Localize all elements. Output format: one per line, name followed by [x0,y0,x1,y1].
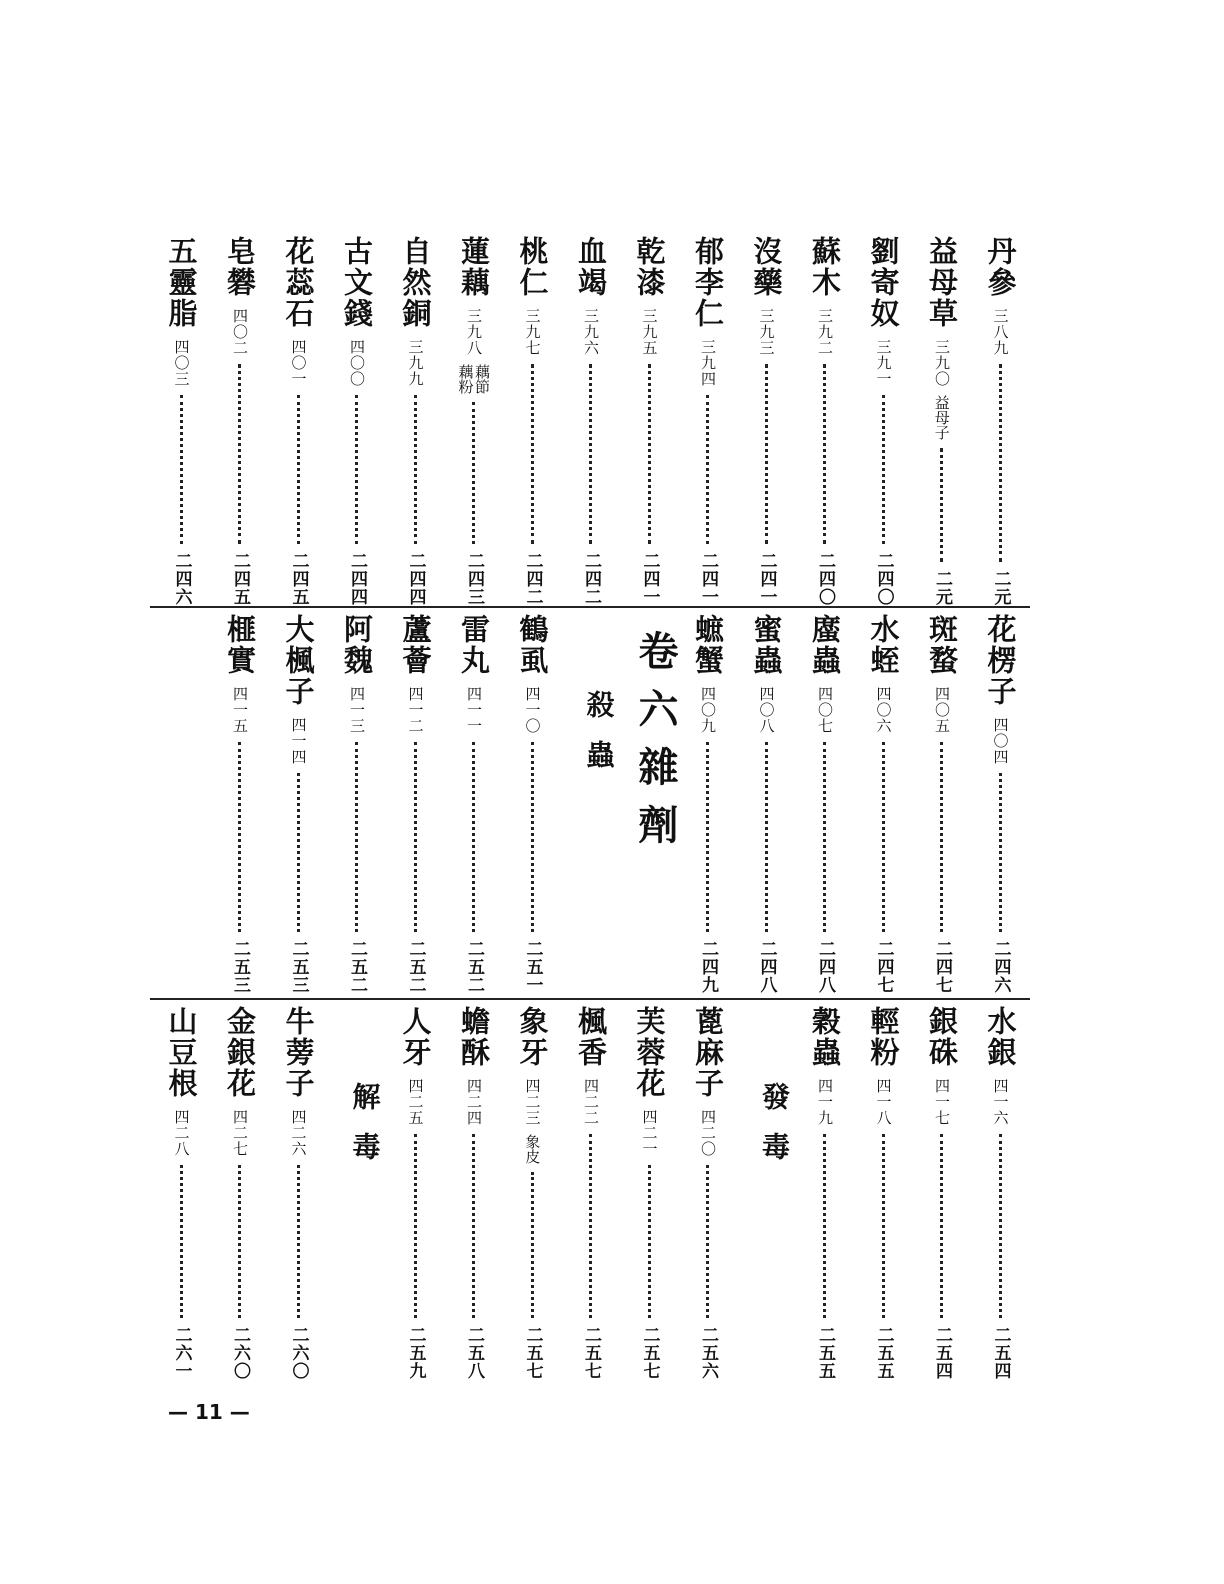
toc-entry [393,614,437,994]
toc-entry [159,236,203,606]
entry-name: 穀蟲 [808,1006,842,1068]
dot-leader [180,395,183,544]
entry-name: 蘆薈 [398,614,433,676]
dot-leader [355,742,358,932]
entry-number: 四〇〇 [348,339,366,387]
toc-entry [218,236,262,606]
entry-number: 四二八 [172,1109,191,1157]
entry-name: 輕粉 [866,1006,901,1068]
entry-name: 牛蒡子 [281,1006,316,1099]
entry-number: 四一八 [874,1078,893,1126]
toc-entry [920,614,964,994]
entry-number: 四〇一 [289,339,308,387]
entry-note: 象皮 [523,1134,542,1164]
entry-name: 沒藥 [749,236,784,298]
dot-leader [531,364,534,544]
toc-entry [452,614,496,994]
entry-name: 大楓子 [281,614,316,707]
toc-entry [920,1006,964,1380]
entry-page: 二四三 [464,552,484,606]
toc-entry [393,1006,437,1380]
dot-leader [765,742,768,932]
entry-name: 斑蝥 [925,614,959,676]
entry-number: 四〇二 [231,308,249,356]
entry-number: 三九五 [640,308,659,356]
toc-entry [276,614,320,994]
entry-page: 二五三 [230,940,250,994]
toc-band-1 [148,236,1038,606]
dot-leader [940,1134,943,1318]
entry-number: 四〇六 [874,686,893,734]
dot-leader [999,1134,1002,1318]
entry-name: 郁李仁 [691,236,725,329]
toc-band-2 [148,614,1038,994]
entry-number: 四〇四 [991,717,1010,765]
entry-name: 雷丸 [457,614,491,676]
entry-page: 二四四 [405,552,426,606]
toc-entry [686,1006,730,1380]
entry-number: 四二〇 [699,1109,717,1157]
entry-page: 二四七 [932,940,952,994]
dot-leader [180,1165,183,1318]
entry-number: 四二三 [523,1078,542,1126]
toc-entry [861,614,905,994]
entry-page: 二五二 [347,940,367,994]
entry-note: 益母子 [932,395,951,440]
entry-name: 金銀花 [223,1006,257,1099]
entry-number: 四一七 [933,1078,951,1126]
entry-number: 四二一 [640,1109,659,1157]
entry-number: 四一六 [991,1078,1010,1126]
entry-number: 四一一 [465,686,483,734]
entry-page: 二四八 [815,940,835,994]
entry-number: 四二二 [582,1078,600,1126]
entry-number: 四二七 [231,1109,249,1157]
toc-entry [218,614,262,994]
entry-number: 四二六 [289,1109,308,1157]
toc-entry [978,1006,1022,1380]
dot-leader [472,402,475,544]
entry-number: 四一二 [406,686,425,734]
entry-page: 二元 [932,570,952,606]
entry-name: 蟅蟹 [691,614,725,676]
dot-leader [472,1134,475,1318]
band-divider [150,998,1030,1000]
entry-name: 乾漆 [632,236,667,298]
toc-entry [510,1006,554,1380]
dot-leader [238,364,241,544]
entry-page: 二四〇 [815,552,835,606]
entry-name: 丹參 [983,236,1018,298]
entry-name: 人牙 [398,1006,433,1068]
entry-number: 三九〇 [933,339,951,387]
entry-page: 二四一 [698,552,718,606]
entry-page: 二五七 [639,1326,660,1380]
entry-number: 三九九 [406,339,425,387]
toc-entry [276,1006,320,1380]
entry-number: 三九六 [582,308,600,356]
entry-name: 芙蓉花 [632,1006,667,1099]
toc-entry [744,614,788,994]
entry-name: 古文錢 [340,236,374,329]
band-divider [150,606,1030,608]
entry-number: 四二四 [465,1078,483,1126]
entry-page: 二五八 [464,1326,484,1380]
toc-entry [978,614,1022,994]
toc-entry [861,1006,905,1380]
entry-name: 銀硃 [925,1006,959,1068]
dot-leader [531,1172,534,1318]
entry-number: 三九二 [816,308,834,356]
toc-entry [510,236,554,606]
dot-leader [472,742,475,932]
entry-name: 榧實 [223,614,257,676]
entry-name: 蓮藕 [457,236,491,298]
entry-page: 二五九 [405,1326,426,1380]
entry-number: 三八九 [991,308,1010,356]
toc-entry [569,236,613,606]
entry-number: 三九一 [874,339,893,387]
toc-entry [803,1006,847,1380]
dot-leader [882,1134,885,1318]
entry-number: 三九四 [699,339,717,387]
toc-entry [744,236,788,606]
entry-page: 二五二 [405,940,426,994]
dot-leader [414,395,417,544]
entry-page: 二四一 [639,552,660,606]
section-heading: 發毒 [758,1082,791,1182]
dot-leader [882,395,885,544]
entry-number: 四〇五 [933,686,951,734]
dot-leader [823,742,826,932]
dot-leader [706,742,709,932]
entry-number: 三九七 [523,308,542,356]
entry-page: 二五五 [873,1326,894,1380]
entry-name: 蜜蟲 [749,614,784,676]
toc-entry [861,236,905,606]
entry-page: 二四二 [581,552,601,606]
entry-number: 四〇七 [816,686,834,734]
dot-leader [297,1165,300,1318]
entry-name: 花蕊石 [281,236,316,329]
entry-name: 劉寄奴 [866,236,901,329]
entry-name: 楓香 [574,1006,608,1068]
entry-name: 鶴虱 [515,614,550,676]
dot-leader [589,364,592,544]
entry-number: 四〇八 [757,686,776,734]
dot-leader [999,364,1002,562]
toc-entry [452,236,496,606]
entry-page: 二五二 [464,940,484,994]
entry-page: 二六〇 [288,1326,309,1380]
dot-leader [648,1165,651,1318]
toc-band-3 [148,1006,1038,1380]
toc-entry [627,1006,671,1380]
toc-entry [510,614,554,994]
dot-leader [414,1134,417,1318]
entry-name: 桃仁 [515,236,550,298]
entry-note: 藕節 藕粉 [456,364,491,394]
page-number: — 11 — [168,1400,250,1424]
entry-number: 四一四 [289,717,308,765]
entry-page: 二四八 [756,940,777,994]
entry-number: 三九八 [465,308,483,356]
toc-entry [978,236,1022,606]
dot-leader [940,448,943,562]
entry-number: 四〇九 [699,686,717,734]
toc-entry [920,236,964,606]
entry-name: 阿魏 [340,614,374,676]
dot-leader [706,395,709,544]
dot-leader [999,773,1002,932]
entry-page: 二六一 [171,1326,192,1380]
dot-leader [823,364,826,544]
entry-number: 四一五 [231,686,249,734]
toc-entry [803,236,847,606]
entry-page: 二四五 [288,552,309,606]
entry-name: 益母草 [925,236,959,329]
entry-number: 四一三 [348,686,366,734]
entry-name: 血竭 [574,236,608,298]
dot-leader [706,1165,709,1318]
entry-number: 四二五 [406,1078,425,1126]
volume-heading: 卷六雜劑 [632,630,679,862]
toc-entry [569,1006,613,1380]
toc-entry [452,1006,496,1380]
entry-name: 象牙 [515,1006,550,1068]
entry-page: 二四〇 [873,552,894,606]
entry-name: 䗪蟲 [808,614,842,676]
entry-page: 二四五 [230,552,250,606]
dot-leader [940,742,943,932]
entry-name: 蘇木 [808,236,842,298]
toc-entry [393,236,437,606]
dot-leader [238,742,241,932]
dot-leader [823,1134,826,1318]
toc-entry [159,1006,203,1380]
toc-entry [627,236,671,606]
entry-name: 山豆根 [164,1006,199,1099]
dot-leader [882,742,885,932]
dot-leader [414,742,417,932]
toc-entry [686,236,730,606]
dot-leader [648,364,651,544]
toc-entry [218,1006,262,1380]
entry-page: 二四四 [347,552,367,606]
toc-entry [335,236,379,606]
entry-page: 二五七 [522,1326,543,1380]
entry-page: 二五一 [522,940,543,994]
entry-page: 二四九 [698,940,718,994]
entry-page: 二五三 [288,940,309,994]
dot-leader [355,395,358,544]
entry-page: 二四一 [756,552,777,606]
entry-number: 四〇三 [172,339,191,387]
entry-number: 三九三 [757,308,776,356]
entry-page: 二五四 [932,1326,952,1380]
entry-page: 二五四 [990,1326,1011,1380]
entry-number: 四一〇 [523,686,542,734]
entry-name: 皂礬 [223,236,257,298]
entry-name: 五靈脂 [164,236,199,329]
entry-name: 花楞子 [983,614,1018,707]
entry-name: 自然銅 [398,236,433,329]
entry-name: 蓖麻子 [691,1006,725,1099]
entry-page: 二四七 [873,940,894,994]
entry-page: 二六〇 [230,1326,250,1380]
dot-leader [531,742,534,932]
dot-leader [589,1134,592,1318]
entry-name: 蟾酥 [457,1006,491,1068]
entry-number: 四一九 [816,1078,834,1126]
dot-leader [238,1165,241,1318]
section-heading: 解毒 [348,1082,382,1182]
entry-page: 二五五 [815,1326,835,1380]
entry-page: 二四六 [990,940,1011,994]
entry-name: 水蛭 [866,614,901,676]
entry-page: 二四六 [171,552,192,606]
entry-page: 二四二 [522,552,543,606]
toc-entry [335,614,379,994]
section-heading: 殺蟲 [582,690,616,790]
toc-entry [803,614,847,994]
entry-name: 水銀 [983,1006,1018,1068]
toc-entry [686,614,730,994]
toc-entry [276,236,320,606]
entry-page: 二元 [990,570,1011,606]
dot-leader [297,395,300,544]
entry-page: 二五六 [698,1326,718,1380]
entry-page: 二五七 [581,1326,601,1380]
dot-leader [297,773,300,932]
dot-leader [765,364,768,544]
